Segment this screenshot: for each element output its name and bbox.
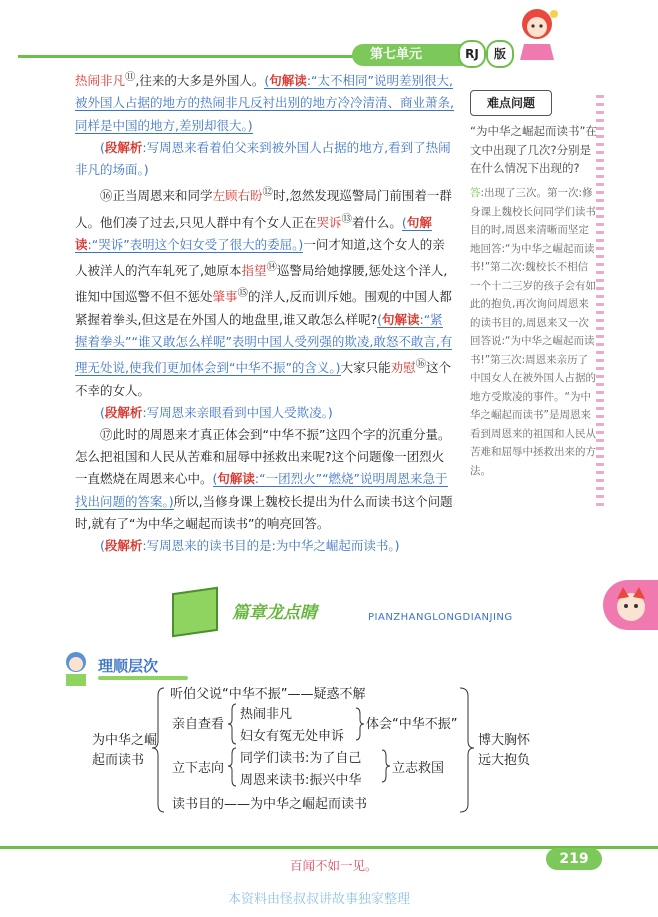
outline-node-3b: 周恩来读书:振兴中华 [240, 773, 362, 788]
section-title: 理顺层次 [98, 657, 159, 675]
outline-node-3: 立下志向 [172, 761, 225, 776]
outline-node-1: 听伯父说“中华不振”——疑惑不解 [170, 687, 366, 702]
green-box-icon [172, 587, 218, 637]
outline-node-2r: 体会“中华不振” [366, 717, 458, 732]
sidebar-question: “为中华之崛起而读书”在文中出现了几次?分别是在什么情况下出现的? [470, 124, 597, 175]
sidebar-title: 难点问题 [470, 90, 552, 116]
outline-right-1: 博大胸怀 [478, 733, 531, 748]
paragraph-p6: (段解析:写周恩来的读书目的是:为中华之崛起而读书。) [100, 538, 400, 553]
banner-title: 篇章龙点睛 [232, 603, 317, 623]
footer-motto: 百闻不如一见。 [290, 858, 378, 873]
mascot-girl-icon [512, 4, 562, 62]
paragraph-p5: ⑰此时的周恩来才真正体会到“中华不振”这四个字的沉重分量。怎么把祖国和人民从苦难和屈辱中拯救出来呢?这个问题像一团烈火一直燃烧在周恩来心中。(句解读:“一团烈火”“燃烧”说明周恩来急于找出问题的答案。)所以,当修身课上魏校长提出为什么而读书这个问题时,就有了“为中华之崛起而读书”的响亮回答。 [75, 426, 453, 531]
outline-node-2: 亲自查看 [172, 717, 225, 732]
sidebar-answer [470, 184, 598, 480]
outline-right-2: 远大抱负 [478, 753, 531, 768]
side-tab [603, 580, 658, 630]
body-text [75, 66, 455, 557]
footer-credit: 本资料由怪叔叔讲故事独家整理 [228, 892, 411, 907]
paragraph-p2: (段解析:写周恩来看着伯父来到被外国人占据的地方,看到了热闹非凡的场面。) [75, 139, 451, 177]
outline-node-3a: 同学们读书:为了自己 [240, 751, 362, 766]
outline-node-3r: 立志救国 [392, 761, 445, 776]
page-number: 219 [546, 848, 602, 870]
paragraph-p1: 热闹非凡⑪,往来的大多是外国人。(句解读:“太不相同”说明差别很大,被外国人占据的地方的热闹非凡反衬出别的地方冷冷清清、商业萧条,同样是中国的地方,差别却很大。) [75, 71, 454, 133]
answer-label: 答 [470, 187, 481, 199]
outline-node-2b: 妇女有冤无处申诉 [240, 729, 345, 744]
fox-icon [611, 585, 651, 625]
paragraph-p3: ⑯正当周恩来和同学左顾右盼⑫时,忽然发现巡警局门前围着一群人。他们凑了过去,只见人群中有个女人正在哭诉⑬着什么。(句解读:“哭诉”表明这个妇女受了很大的委屈。)一问才知道,这个女人的亲人被洋人的汽车轧死了,她原本指望⑭巡警局给她撑腰,惩处这个洋人,谁知中国巡警不但不惩处肇事⑮的洋人,反而训斥她。围观的中国人都紧握着拳头,但这是在外国人的地盘里,谁又敢怎么样呢?(句解读:“紧握着拳头”“谁又敢怎么样呢”表明中国人受列强的欺凌,敢怒不敢言,有理无处说,使我们更加体会到“中华不振”的含义。)大家只能劝慰⑯这个不幸的女人。 [75, 186, 453, 398]
outline-root-1: 为中华之崛 [92, 733, 158, 748]
paragraph-p4: (段解析:写周恩来亲眼看到中国人受欺凌。) [100, 404, 333, 420]
answer-text: :出现了三次。第一次:修身课上魏校长问同学们读书目的时,周恩来清晰而坚定地回答:“为中华之崛起而读书!”第二次:魏校长不相信一个十二三岁的孩子会有如此的抱负,再次询问周恩来的读书目的,周恩来又一次回答说:“为中华之崛起而读书!”第三次:周恩来亲历了中国女人在被外国人占据的地方受欺凌的事件。“为中华之崛起而读书”是周恩来看到周恩来的祖国和人民从苦难和屈辱中拯救出来的方法。 [470, 187, 596, 477]
banner-pinyin: PIANZHANGLONGDIANJING [368, 612, 513, 623]
edition-badge: RJ [458, 40, 486, 68]
edition-badge-2: 版 [486, 40, 514, 68]
outline-node-4: 读书目的——为中华之崛起而读书 [172, 797, 368, 812]
section-underline [98, 676, 188, 680]
outline-node-2a: 热闹非凡 [240, 707, 293, 722]
outline-root-2: 起而读书 [92, 753, 145, 768]
unit-tag: 第七单元 [352, 44, 472, 66]
reading-kid-icon [58, 648, 94, 688]
